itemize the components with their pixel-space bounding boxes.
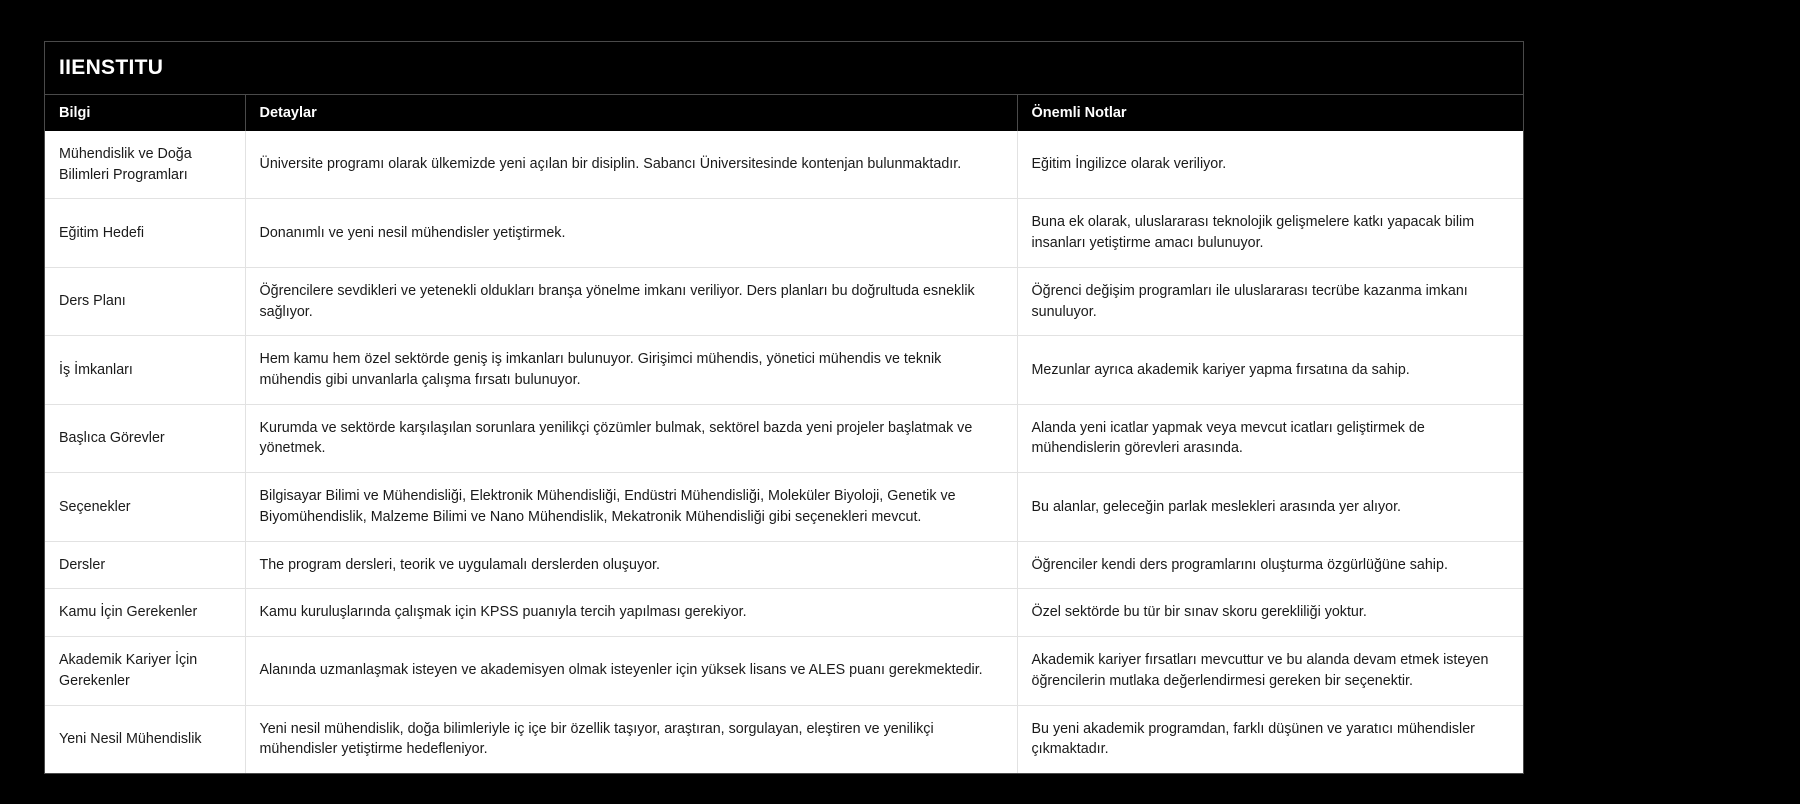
cell-bilgi: Ders Planı [45,267,245,335]
table-row [45,336,1523,404]
cell-bilgi: Başlıca Görevler [45,404,245,472]
cell-bilgi: Yeni Nesil Mühendislik [45,705,245,773]
cell-bilgi: Dersler [45,541,245,589]
table-row [45,404,1523,472]
brand-title: IIENSTITU [59,56,164,79]
cell-notlar: Bu yeni akademik programdan, farklı düşünen ve yaratıcı mühendisler çıkmaktadır. [1017,705,1523,773]
cell-notlar: Alanda yeni icatlar yapmak veya mevcut icatları geliştirmek de mühendislerin görevleri arasında. [1017,404,1523,472]
cell-notlar: Bu alanlar, geleceğin parlak meslekleri arasında yer alıyor. [1017,473,1523,541]
cell-detaylar: Üniversite programı olarak ülkemizde yeni açılan bir disiplin. Sabancı Üniversitesinde kontenjan bulunmaktadır. [245,131,1017,199]
cell-detaylar: Kurumda ve sektörde karşılaşılan sorunlara yenilikçi çözümler bulmak, sektörel bazda yeni projeler başlatmak ve yönetmek. [245,404,1017,472]
cell-notlar: Eğitim İngilizce olarak veriliyor. [1031,156,1227,173]
table-row [45,637,1523,705]
table-row [45,267,1523,335]
cell-bilgi: İş İmkanları [45,336,245,404]
cell-bilgi: Akademik Kariyer İçin Gerekenler [45,637,245,705]
cell-detaylar: Öğrencilere sevdikleri ve yetenekli oldukları branşa yönelme imkanı veriliyor. Ders planları bu doğrultuda esneklik sağlıyor. [245,267,1017,335]
table-row [45,589,1523,637]
table-row [45,199,1523,267]
column-header-detaylar: Detaylar [245,95,1017,131]
cell-bilgi: Kamu İçin Gerekenler [45,589,245,637]
cell-bilgi: Mühendislik ve Doğa Bilimleri Programları [45,131,245,199]
info-table-card [44,41,1524,774]
column-header-bilgi: Bilgi [45,95,245,131]
table-body [45,131,1523,773]
cell-detaylar: Alanında uzmanlaşmak isteyen ve akademisyen olmak isteyenler için yüksek lisans ve ALES puanı gerekmektedir. [245,637,1017,705]
cell-detaylar: The program dersleri, teorik ve uygulamalı derslerden oluşuyor. [245,541,1017,589]
cell-notlar: Öğrenci değişim programları ile uluslararası tecrübe kazanma imkanı sunuluyor. [1017,267,1523,335]
cell-detaylar: Bilgisayar Bilimi ve Mühendisliği, Elektronik Mühendisliği, Endüstri Mühendisliği, Moleküler Biyoloji, Genetik ve Biyomühendislik, Malzeme Bilimi ve Nano Mühendislik, Mekatronik Mühendisliği gibi seçenekleri mevcut. [245,473,1017,541]
table-header [45,95,1523,131]
cell-notlar: Buna ek olarak, uluslararası teknolojik gelişmelere katkı yapacak bilim insanları yetiştirme amacı bulunuyor. [1017,199,1523,267]
column-header-onemli-notlar: Önemli Notlar [1017,95,1523,131]
cell-detaylar: Kamu kuruluşlarında çalışmak için KPSS puanıyla tercih yapılması gerekiyor. [245,589,1017,637]
cell-detaylar: Yeni nesil mühendislik, doğa bilimleriyle iç içe bir özellik taşıyor, araştıran, sorgulayan, eleştiren ve yenilikçi mühendisler yetiştirme hedefleniyor. [245,705,1017,773]
table-header-row [45,95,1523,131]
info-table [45,95,1523,773]
cell-bilgi: Eğitim Hedefi [45,199,245,267]
cell-detaylar: Donanımlı ve yeni nesil mühendisler yetiştirmek. [245,199,1017,267]
table-row [45,705,1523,773]
brand-header [45,42,1523,95]
table-row [45,131,1523,199]
table-row [45,541,1523,589]
cell-bilgi: Seçenekler [45,473,245,541]
cell-notlar: Mezunlar ayrıca akademik kariyer yapma fırsatına da sahip. [1017,336,1523,404]
table-row [45,473,1523,541]
cell-notlar: Öğrenciler kendi ders programlarını oluşturma özgürlüğüne sahip. [1017,541,1523,589]
cell-detaylar: Hem kamu hem özel sektörde geniş iş imkanları bulunuyor. Girişimci mühendis, yönetici mühendis ve teknik mühendis gibi unvanlarla çalışma fırsatı bulunuyor. [245,336,1017,404]
cell-notlar: Akademik kariyer fırsatları mevcuttur ve bu alanda devam etmek isteyen öğrencilerin mutlaka değerlendirmesi gereken bir seçenektir. [1017,637,1523,705]
cell-notlar: Özel sektörde bu tür bir sınav skoru gerekliliği yoktur. [1017,589,1523,637]
